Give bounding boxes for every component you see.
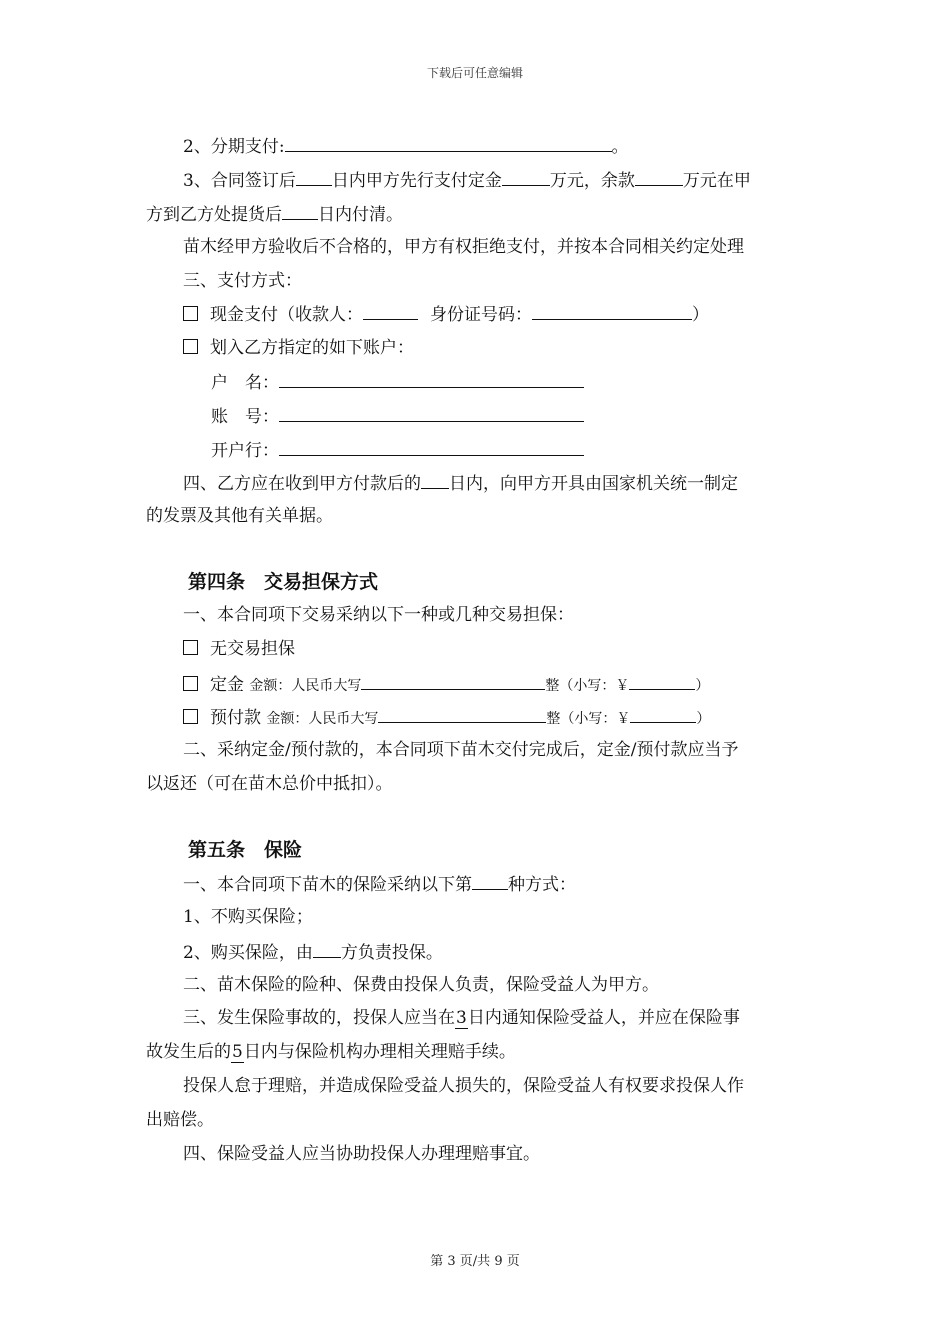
invoice-clause: 四、乙方应在收到甲方付款后的 日内，向甲方开具由国家机关统一制定 — [183, 471, 738, 495]
prepayment-checkbox[interactable] — [183, 709, 198, 724]
claim-days-value: 5 — [232, 1042, 243, 1062]
notify-days-value: 3 — [456, 1008, 467, 1028]
payoff-days-blank[interactable] — [282, 202, 318, 220]
delayed-claim-clause: 投保人怠于理赔，并造成保险受益人损失的，保险受益人有权要求投保人作 — [183, 1076, 744, 1096]
insuring-party-blank[interactable] — [313, 940, 341, 958]
payment-terms-line-2: 方到乙方处提货后 日内付清。 — [146, 202, 403, 226]
installment-blank[interactable] — [285, 134, 612, 152]
deposit-checkbox[interactable] — [183, 676, 198, 691]
section-4-title: 第四条 交易担保方式 — [188, 571, 379, 593]
balance-amount-blank[interactable] — [635, 168, 683, 186]
id-number-blank[interactable] — [532, 302, 692, 320]
no-guarantee-option: 无交易担保 — [183, 638, 295, 660]
rejection-clause: 苗木经甲方验收后不合格的，甲方有权拒绝支付，并按本合同相关约定处理 — [183, 237, 744, 257]
bank-transfer-checkbox[interactable] — [183, 339, 198, 354]
deposit-days-blank[interactable] — [296, 168, 332, 186]
prepayment-amount-words-blank[interactable] — [378, 705, 546, 723]
section-5-title: 第五条 保险 — [188, 839, 303, 861]
account-number-line: 账 号： — [211, 404, 584, 428]
insurance-beneficiary-clause: 二、苗木保险的险种、保费由投保人负责，保险受益人为甲方。 — [183, 975, 659, 995]
payment-terms-line: 3、合同签订后 日内甲方先行支付定金 万元，余款 万元在甲 — [183, 168, 751, 192]
deposit-amount-words-blank[interactable] — [361, 672, 545, 690]
payee-blank[interactable] — [363, 302, 418, 320]
bank-transfer-option: 划入乙方指定的如下账户： — [183, 337, 414, 359]
invoice-clause-cont: 的发票及其他有关单据。 — [146, 506, 333, 526]
deposit-return-clause-cont: 以返还（可在苗木总价中抵扣）。 — [146, 774, 393, 794]
account-name-blank[interactable] — [279, 370, 584, 388]
deposit-amount-figure-blank[interactable] — [629, 672, 695, 690]
deposit-return-clause: 二、采纳定金/预付款的，本合同项下苗木交付完成后，定金/预付款应当予 — [183, 740, 739, 760]
insurance-option-1: 1、不购买保险； — [183, 907, 313, 927]
insurance-accident-clause-cont: 故发生后的5日内与保险机构办理相关理赔手续。 — [146, 1042, 516, 1062]
deposit-amount-blank[interactable] — [502, 168, 550, 186]
delayed-claim-clause-cont: 出赔偿。 — [146, 1110, 214, 1130]
cash-payment-option: 现金支付（收款人： 身份证号码： ） — [183, 302, 709, 326]
deposit-option: 定金 金额：人民币大写 整（小写：￥ ） — [183, 672, 709, 697]
no-guarantee-checkbox[interactable] — [183, 640, 198, 655]
claim-assistance-clause: 四、保险受益人应当协助投保人办理理赔事宜。 — [183, 1144, 540, 1164]
invoice-days-blank[interactable] — [421, 471, 449, 489]
prepayment-amount-figure-blank[interactable] — [630, 705, 696, 723]
payment-method-heading: 三、支付方式： — [183, 271, 302, 291]
bank-name-line: 开户行： — [211, 438, 584, 462]
insurance-option-blank[interactable] — [472, 872, 508, 890]
page-number: 第 3 页/共 9 页 — [430, 1254, 520, 1269]
insurance-option-2: 2、购买保险，由 方负责投保。 — [183, 940, 443, 964]
insurance-intro: 一、本合同项下苗木的保险采纳以下第 种方式： — [183, 872, 576, 896]
bank-name-blank[interactable] — [279, 438, 584, 456]
account-name-line: 户 名： — [211, 370, 584, 394]
cash-payment-checkbox[interactable] — [183, 306, 198, 321]
page-header: 下载后可任意编辑 — [426, 66, 523, 80]
insurance-accident-clause: 三、发生保险事故的，投保人应当在3日内通知保险受益人，并应在保险事 — [183, 1008, 740, 1028]
account-number-blank[interactable] — [279, 404, 584, 422]
installment-payment-line: 2、分期支付: 。 — [183, 134, 629, 158]
guarantee-intro: 一、本合同项下交易采纳以下一种或几种交易担保： — [183, 605, 574, 625]
prepayment-option: 预付款 金额：人民币大写 整（小写：￥ ） — [183, 705, 710, 730]
